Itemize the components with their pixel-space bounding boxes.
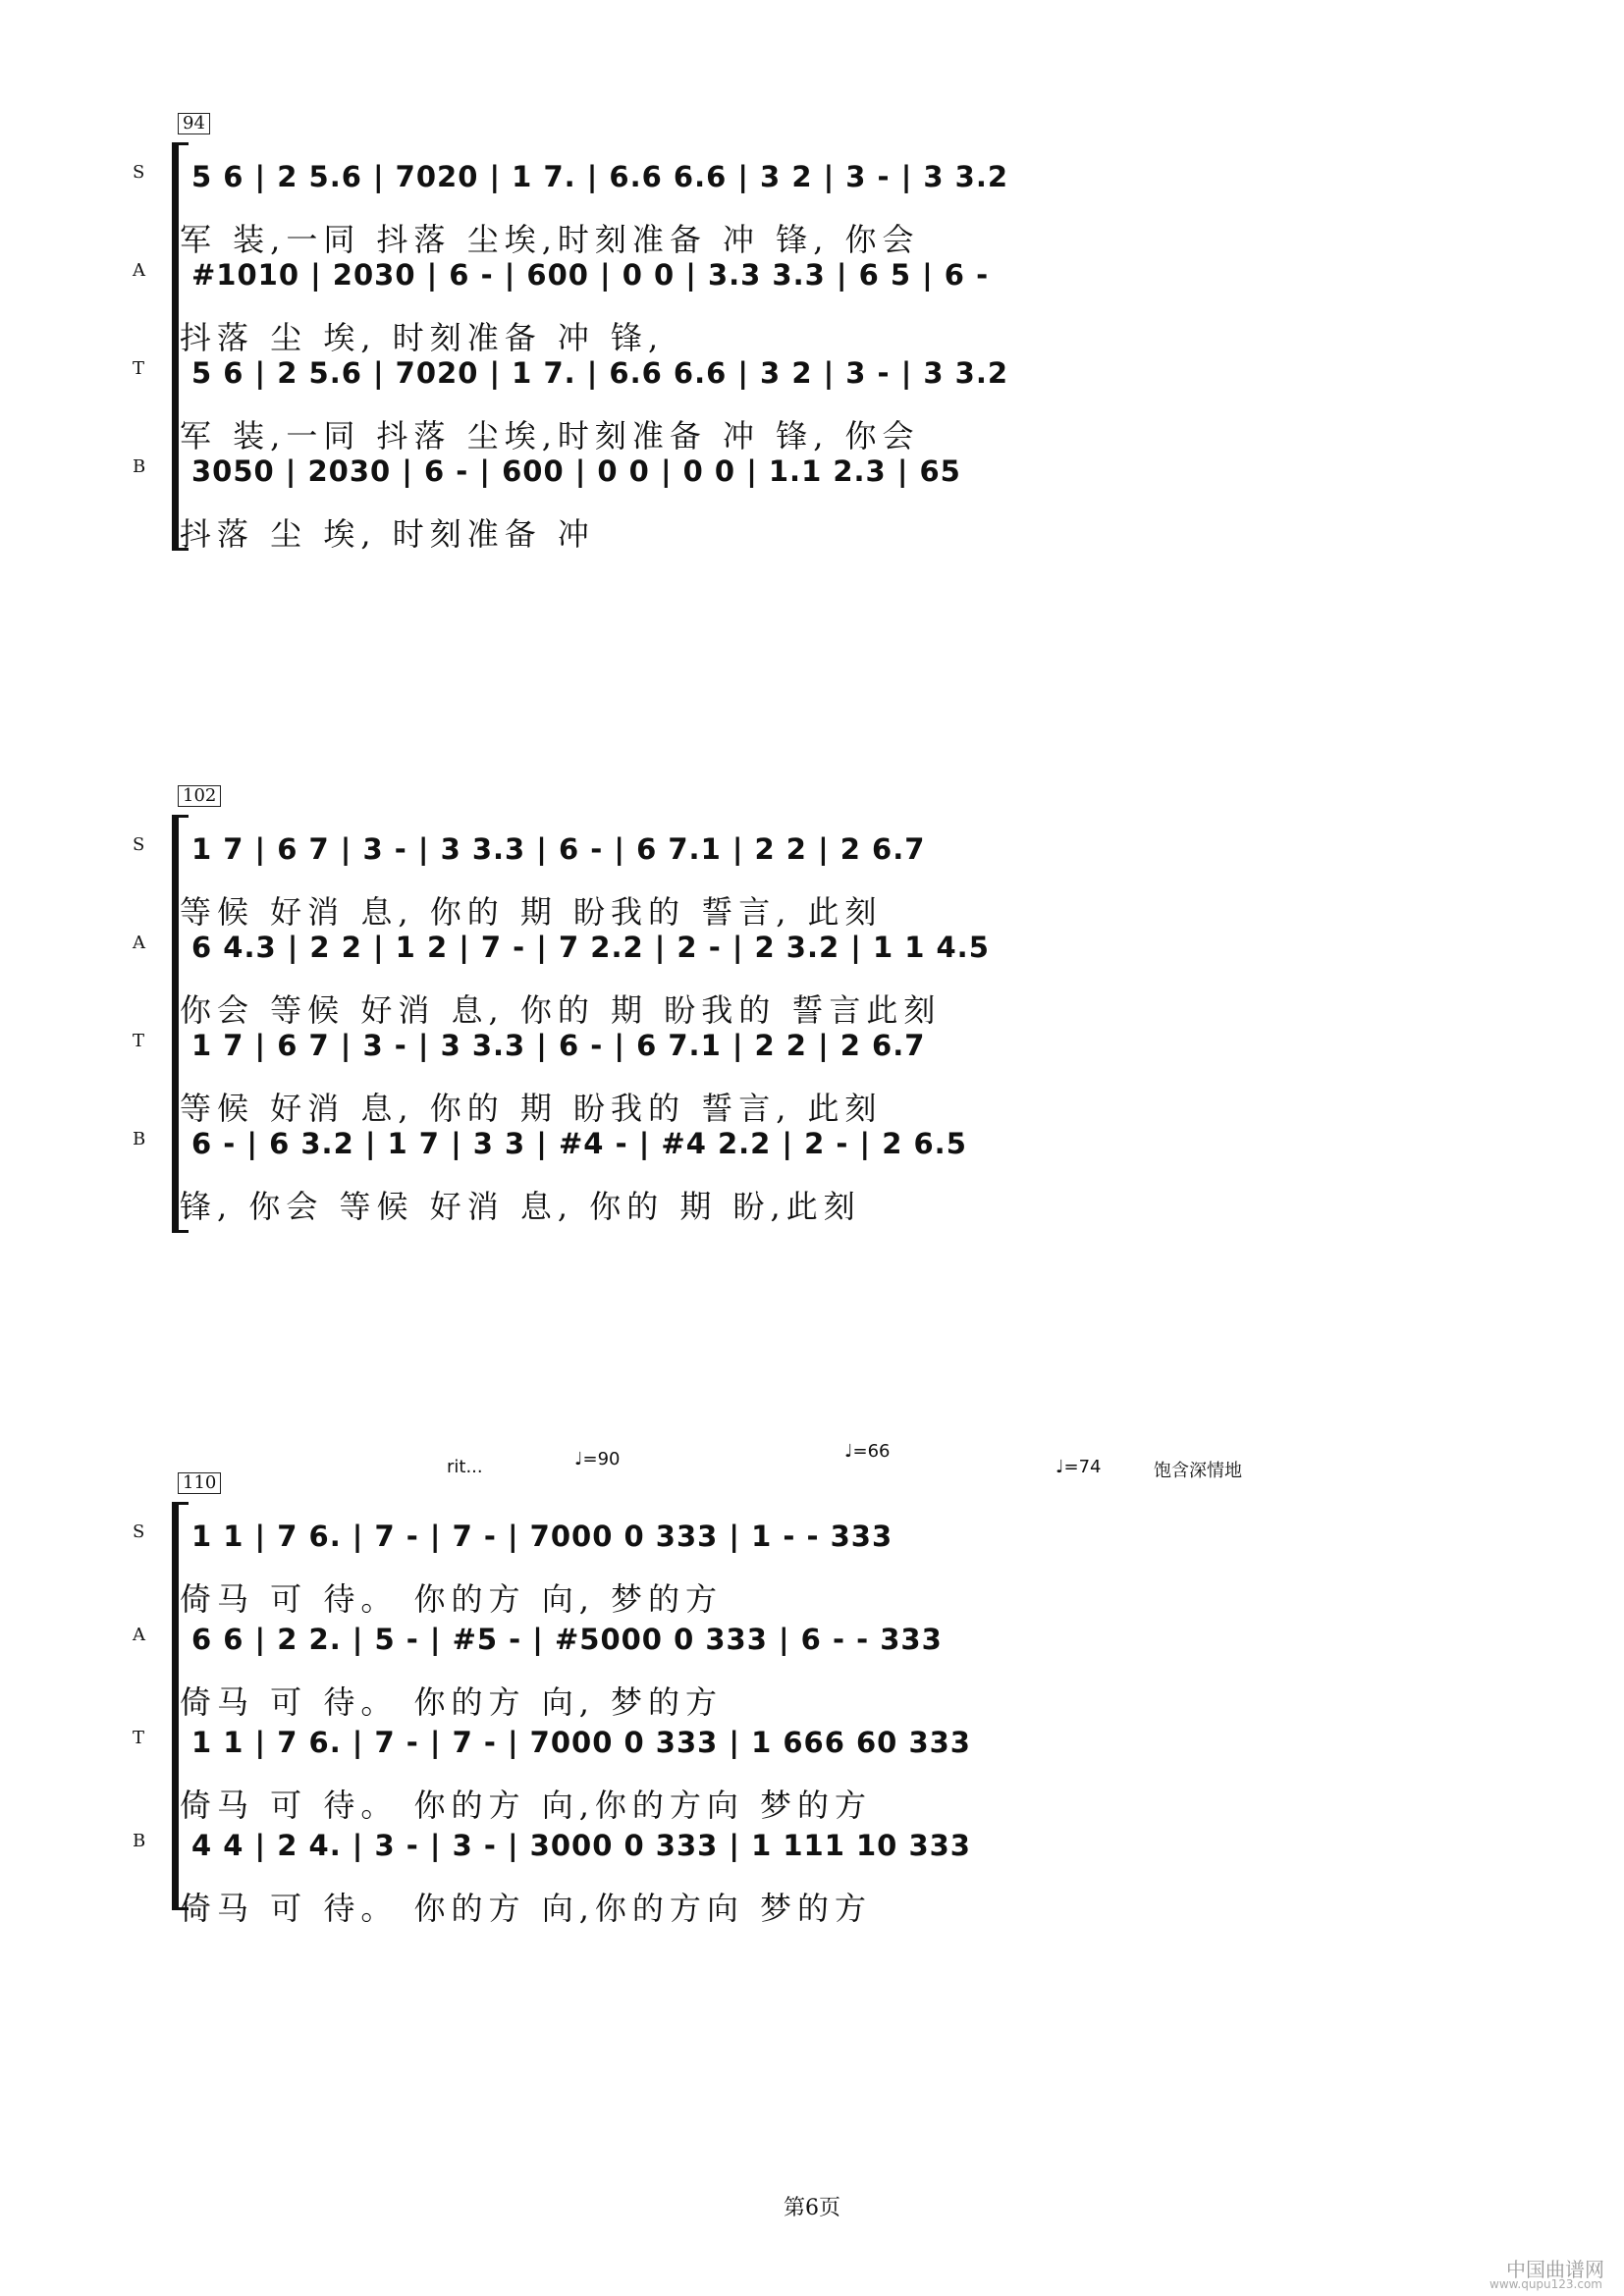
- notes: 6 4.3 | 2 2 | 1 2 | 7 - | 7 2.2 | 2 - | 2 3.2 | 1 1 4.5: [191, 931, 990, 964]
- tempo-66: ♩=66: [844, 1441, 891, 1462]
- voice-label: T: [133, 1728, 145, 1748]
- system-2: [133, 785, 1468, 1374]
- lyrics: 锋, 你会 等候 好消 息, 你的 期 盼,此刻: [180, 1188, 861, 1225]
- lyrics: 倚马 可 待。 你的方 向,你的方向 梦的方: [180, 1787, 873, 1824]
- voice-label: B: [133, 1831, 146, 1851]
- lyrics: 倚马 可 待。 你的方 向, 梦的方: [180, 1580, 724, 1618]
- notes: 5 6 | 2 5.6 | 7020 | 1 7. | 6.6 6.6 | 3 2 | 3 - | 3 3.2: [191, 160, 1009, 193]
- tempo-74: ♩=74: [1056, 1457, 1102, 1477]
- voice-b: [133, 437, 1488, 584]
- notes: 1 7 | 6 7 | 3 - | 3 3.3 | 6 - | 6 7.1 | 2 2 | 2 6.7: [191, 832, 926, 866]
- voice-label: S: [133, 834, 145, 855]
- notes: 1 1 | 7 6. | 7 - | 7 - | 7000 0 333 | 1 666 60 333: [191, 1726, 971, 1759]
- notes: #1010 | 2030 | 6 - | 600 | 0 0 | 3.3 3.3 | 6 5 | 6 -: [191, 258, 990, 292]
- voice-label: B: [133, 1129, 146, 1149]
- lyrics: 倚马 可 待。 你的方 向, 梦的方: [180, 1683, 724, 1721]
- watermark-url: www.qupu123.com: [1489, 2277, 1602, 2291]
- lyrics: 等候 好消 息, 你的 期 盼我的 誓言, 此刻: [180, 1090, 883, 1127]
- voice-label: T: [133, 358, 145, 379]
- measure-number: 102: [178, 785, 221, 807]
- watermark-logo: 中国曲谱网: [1506, 2258, 1604, 2281]
- lyrics: 军 装,一同 抖落 尘埃,时刻准备 冲 锋, 你会: [180, 221, 920, 258]
- lyrics: 抖落 尘 埃, 时刻准备 冲: [180, 515, 595, 553]
- expression-marking: 饱含深情地: [1154, 1461, 1242, 1481]
- notes: 1 1 | 7 6. | 7 - | 7 - | 7000 0 333 | 1 - - 333: [191, 1520, 893, 1553]
- notes: 3050 | 2030 | 6 - | 600 | 0 0 | 0 0 | 1.1 2.3 | 65: [191, 454, 961, 488]
- voice-label: T: [133, 1031, 145, 1051]
- notes: 6 - | 6 3.2 | 1 7 | 3 3 | #4 - | #4 2.2 | 2 - | 2 6.5: [191, 1127, 967, 1160]
- lyrics: 军 装,一同 抖落 尘埃,时刻准备 冲 锋, 你会: [180, 417, 920, 454]
- lyrics: 倚马 可 待。 你的方 向,你的方向 梦的方: [180, 1890, 873, 1927]
- notes: 6 6 | 2 2. | 5 - | #5 - | #5000 0 333 | 6 - - 333: [191, 1623, 943, 1656]
- voice-label: A: [133, 933, 145, 953]
- system-3: [133, 1441, 1468, 2130]
- rit-marking: rit...: [447, 1457, 483, 1477]
- system-1: [133, 113, 1468, 702]
- notes: 4 4 | 2 4. | 3 - | 3 - | 3000 0 333 | 1 111 10 333: [191, 1829, 971, 1862]
- notes: 5 6 | 2 5.6 | 7020 | 1 7. | 6.6 6.6 | 3 2 | 3 - | 3 3.2: [191, 356, 1009, 390]
- voice-label: B: [133, 456, 146, 477]
- page-number: 第6页: [784, 2196, 840, 2220]
- lyrics: 等候 好消 息, 你的 期 盼我的 誓言, 此刻: [180, 893, 883, 931]
- voice-label: A: [133, 260, 145, 281]
- voice-b: [133, 1811, 1488, 1958]
- voice-label: A: [133, 1625, 145, 1645]
- voice-label: S: [133, 162, 145, 183]
- notes: 1 7 | 6 7 | 3 - | 3 3.3 | 6 - | 6 7.1 | 2 2 | 2 6.7: [191, 1029, 926, 1062]
- voice-b: [133, 1109, 1488, 1256]
- tempo-90: ♩=90: [574, 1449, 621, 1469]
- lyrics: 抖落 尘 埃, 时刻准备 冲 锋,: [180, 319, 665, 356]
- measure-number: 94: [178, 113, 210, 134]
- voice-label: S: [133, 1522, 145, 1542]
- measure-number: 110: [178, 1472, 221, 1494]
- lyrics: 你会 等候 好消 息, 你的 期 盼我的 誓言此刻: [180, 991, 942, 1029]
